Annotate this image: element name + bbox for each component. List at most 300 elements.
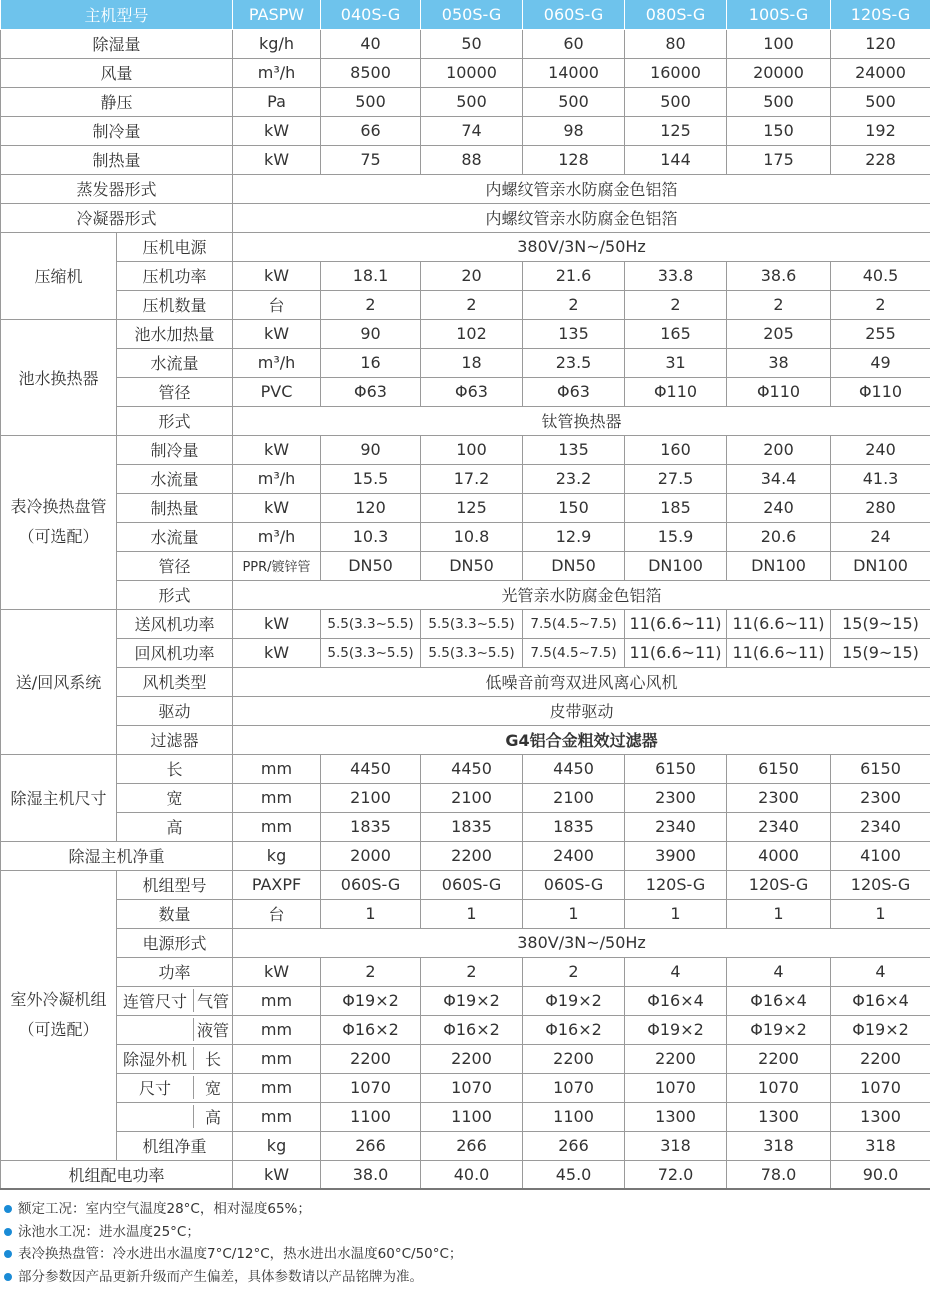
value-cell: Φ16×2	[421, 1015, 523, 1044]
value-cell: 74	[421, 116, 523, 145]
note-text: 泳池水工况：进水温度25°C；	[18, 1223, 200, 1240]
model-header: 080S-G	[625, 0, 727, 29]
value-cell: 4	[727, 957, 831, 986]
value-cell: 4450	[321, 754, 421, 783]
value-cell: 5.5(3.3~5.5)	[321, 609, 421, 638]
table-header-row	[1, 0, 930, 29]
value-cell: 3900	[625, 841, 727, 870]
value-cell: Φ19×2	[321, 986, 421, 1015]
value-cell: 318	[727, 1131, 831, 1160]
value-cell: DN100	[625, 551, 727, 580]
note-text: 额定工况：室内空气温度28°C，相对湿度65%；	[18, 1201, 311, 1217]
value-cell: 2400	[523, 841, 625, 870]
table-row	[1, 1073, 930, 1102]
unit-cell: Pa	[233, 87, 321, 116]
value-cell: 1100	[421, 1102, 523, 1131]
note-item	[2, 1221, 928, 1244]
value-cell: 8500	[321, 58, 421, 87]
value-cell: 120S-G	[625, 870, 727, 899]
row-label: 冷凝器形式	[1, 203, 233, 232]
table-row	[1, 203, 930, 232]
value-cell: 4450	[421, 754, 523, 783]
value-cell: 40.5	[831, 261, 930, 290]
value-cell: 500	[321, 87, 421, 116]
value-cell: 1070	[727, 1073, 831, 1102]
value-cell: 100	[421, 435, 523, 464]
value-cell: 4	[831, 957, 930, 986]
value-cell: 11(6.6~11)	[625, 638, 727, 667]
unit-cell: PAXPF	[233, 870, 321, 899]
value-cell: 060S-G	[421, 870, 523, 899]
value-cell: 60	[523, 29, 625, 58]
value-cell: 5.5(3.3~5.5)	[321, 638, 421, 667]
value-cell: 20	[421, 261, 523, 290]
row-label: 宽	[205, 1079, 222, 1098]
value-cell: DN50	[321, 551, 421, 580]
group-subtitle: （可选配）	[18, 1020, 99, 1039]
model-header: 060S-G	[523, 0, 625, 29]
value-cell: 266	[523, 1131, 625, 1160]
row-label: 管径	[117, 551, 233, 580]
value-cell: 2	[321, 957, 421, 986]
value-cell: 500	[727, 87, 831, 116]
value-cell: 100	[727, 29, 831, 58]
row-label: 风量	[1, 58, 233, 87]
unit-cell: mm	[233, 812, 321, 841]
value-cell: 2	[523, 957, 625, 986]
table-row	[1, 754, 930, 783]
value-cell: 102	[421, 319, 523, 348]
value-cell: 49	[831, 348, 930, 377]
table-row	[1, 870, 930, 899]
merged-value-cell: 光管亲水防腐金色铝箔	[233, 580, 930, 609]
subgroup-spacer	[117, 1105, 194, 1128]
value-cell: 10.8	[421, 522, 523, 551]
value-cell: 45.0	[523, 1160, 625, 1189]
subgroup-pipe-size-cont	[117, 1015, 233, 1044]
bullet-icon	[4, 1273, 12, 1281]
table-row	[1, 377, 930, 406]
unit-cell: kg	[233, 1131, 321, 1160]
value-cell: 125	[421, 493, 523, 522]
note-item	[2, 1266, 928, 1289]
value-cell: 90.0	[831, 1160, 930, 1189]
value-cell: 1070	[321, 1073, 421, 1102]
value-cell: 120	[831, 29, 930, 58]
value-cell: 266	[321, 1131, 421, 1160]
value-cell: 1300	[625, 1102, 727, 1131]
value-cell: Φ63	[523, 377, 625, 406]
table-row	[1, 986, 930, 1015]
value-cell: 11(6.6~11)	[625, 609, 727, 638]
value-cell: 135	[523, 435, 625, 464]
table-row	[1, 609, 930, 638]
value-cell: 2	[321, 290, 421, 319]
value-cell: 060S-G	[523, 870, 625, 899]
row-label: 静压	[1, 87, 233, 116]
value-cell: 31	[625, 348, 727, 377]
model-header: 040S-G	[321, 0, 421, 29]
value-cell: 18.1	[321, 261, 421, 290]
subgroup-outdoor-dim	[117, 1044, 233, 1073]
merged-value-cell: 低噪音前弯双进风离心风机	[233, 667, 930, 696]
row-label: 高	[205, 1108, 222, 1127]
table-row	[1, 783, 930, 812]
unit-cell: mm	[233, 1073, 321, 1102]
value-cell: 175	[727, 145, 831, 174]
row-label: 压机功率	[117, 261, 233, 290]
unit-cell: kW	[233, 116, 321, 145]
value-cell: 120S-G	[831, 870, 930, 899]
row-label: 机组净重	[117, 1131, 233, 1160]
value-cell: 2200	[421, 1044, 523, 1073]
value-cell: Φ19×2	[831, 1015, 930, 1044]
value-cell: Φ16×4	[727, 986, 831, 1015]
unit-cell: kW	[233, 493, 321, 522]
merged-value-cell: 380V/3N~/50Hz	[233, 232, 930, 261]
table-row	[1, 1102, 930, 1131]
value-cell: 88	[421, 145, 523, 174]
value-cell: 6150	[625, 754, 727, 783]
value-cell: 12.9	[523, 522, 625, 551]
table-row	[1, 1160, 930, 1189]
value-cell: 6150	[831, 754, 930, 783]
unit-cell: kW	[233, 319, 321, 348]
value-cell: 4	[625, 957, 727, 986]
value-cell: Φ16×4	[831, 986, 930, 1015]
table-row	[1, 116, 930, 145]
group-label-fan: 送/回风系统	[1, 609, 117, 754]
subgroup-outdoor-dim-cont	[117, 1102, 233, 1131]
row-label: 制热量	[117, 493, 233, 522]
value-cell: 11(6.6~11)	[727, 638, 831, 667]
value-cell: Φ110	[727, 377, 831, 406]
row-label: 管径	[117, 377, 233, 406]
value-cell: 41.3	[831, 464, 930, 493]
value-cell: 15.9	[625, 522, 727, 551]
value-cell: 2	[421, 957, 523, 986]
unit-cell: kW	[233, 145, 321, 174]
value-cell: 7.5(4.5~7.5)	[523, 609, 625, 638]
merged-value-cell: 380V/3N~/50Hz	[233, 928, 930, 957]
value-cell: 4450	[523, 754, 625, 783]
value-cell: 24	[831, 522, 930, 551]
row-label: 制冷量	[1, 116, 233, 145]
value-cell: 2	[523, 290, 625, 319]
table-row	[1, 928, 930, 957]
table-row	[1, 58, 930, 87]
value-cell: 120	[321, 493, 421, 522]
value-cell: 266	[421, 1131, 523, 1160]
value-cell: DN50	[421, 551, 523, 580]
table-row	[1, 261, 930, 290]
value-cell: 2340	[727, 812, 831, 841]
value-cell: 4100	[831, 841, 930, 870]
subgroup-spacer	[117, 1018, 194, 1041]
model-header: 050S-G	[421, 0, 523, 29]
value-cell: 10.3	[321, 522, 421, 551]
value-cell: 1300	[727, 1102, 831, 1131]
value-cell: DN50	[523, 551, 625, 580]
value-cell: 2000	[321, 841, 421, 870]
value-cell: 150	[727, 116, 831, 145]
value-cell: 2200	[523, 1044, 625, 1073]
unit-cell: mm	[233, 986, 321, 1015]
unit-cell: m³/h	[233, 522, 321, 551]
table-row	[1, 812, 930, 841]
value-cell: 2340	[625, 812, 727, 841]
value-cell: Φ19×2	[421, 986, 523, 1015]
group-label-pool-hx: 池水换热器	[1, 319, 117, 435]
row-label: 压机电源	[117, 232, 233, 261]
value-cell: 318	[625, 1131, 727, 1160]
unit-cell: m³/h	[233, 348, 321, 377]
table-row	[1, 464, 930, 493]
bullet-icon	[4, 1250, 12, 1258]
row-label: 高	[117, 812, 233, 841]
unit-cell: mm	[233, 754, 321, 783]
unit-cell: PVC	[233, 377, 321, 406]
row-label: 形式	[117, 406, 233, 435]
note-text: 表冷换热盘管：冷水进出水温度7°C/12°C，热水进出水温度60°C/50°C；	[18, 1246, 463, 1262]
value-cell: 20.6	[727, 522, 831, 551]
value-cell: 4000	[727, 841, 831, 870]
value-cell: 1070	[523, 1073, 625, 1102]
notes-list	[2, 1198, 928, 1288]
value-cell: Φ16×2	[321, 1015, 421, 1044]
value-cell: 125	[625, 116, 727, 145]
value-cell: 280	[831, 493, 930, 522]
row-label: 压机数量	[117, 290, 233, 319]
value-cell: 40.0	[421, 1160, 523, 1189]
value-cell: Φ19×2	[523, 986, 625, 1015]
value-cell: 33.8	[625, 261, 727, 290]
value-cell: 240	[727, 493, 831, 522]
value-cell: 98	[523, 116, 625, 145]
row-label: 水流量	[117, 348, 233, 377]
unit-cell: mm	[233, 783, 321, 812]
note-item	[2, 1243, 928, 1266]
value-cell: Φ16×4	[625, 986, 727, 1015]
value-cell: 1070	[421, 1073, 523, 1102]
model-header: 100S-G	[727, 0, 831, 29]
row-label: 风机类型	[117, 667, 233, 696]
value-cell: DN100	[831, 551, 930, 580]
value-cell: 1100	[321, 1102, 421, 1131]
value-cell: 144	[625, 145, 727, 174]
table-row	[1, 1044, 930, 1073]
group-title: 室外冷凝机组	[10, 990, 107, 1009]
value-cell: Φ63	[421, 377, 523, 406]
value-cell: 2100	[523, 783, 625, 812]
value-cell: 24000	[831, 58, 930, 87]
value-cell: Φ63	[321, 377, 421, 406]
value-cell: 1070	[831, 1073, 930, 1102]
row-label: 水流量	[117, 522, 233, 551]
value-cell: 90	[321, 435, 421, 464]
value-cell: 2200	[421, 841, 523, 870]
table-row	[1, 1131, 930, 1160]
value-cell: 2	[727, 290, 831, 319]
group-label-size: 除湿主机尺寸	[1, 754, 117, 841]
value-cell: 1100	[523, 1102, 625, 1131]
row-label: 形式	[117, 580, 233, 609]
bullet-icon	[4, 1205, 12, 1213]
row-label: 机组型号	[117, 870, 233, 899]
unit-cell: PPR/镀锌管	[233, 551, 321, 580]
table-row	[1, 174, 930, 203]
table-row	[1, 696, 930, 725]
note-item	[2, 1198, 928, 1221]
value-cell: 16	[321, 348, 421, 377]
unit-cell: 台	[233, 899, 321, 928]
row-label: 池水加热量	[117, 319, 233, 348]
unit-cell: kg	[233, 841, 321, 870]
row-label: 水流量	[117, 464, 233, 493]
table-row	[1, 87, 930, 116]
value-cell: 40	[321, 29, 421, 58]
value-cell: 14000	[523, 58, 625, 87]
value-cell: 11(6.6~11)	[727, 609, 831, 638]
unit-cell: kW	[233, 957, 321, 986]
value-cell: 205	[727, 319, 831, 348]
row-label: 制冷量	[117, 435, 233, 464]
value-cell: 135	[523, 319, 625, 348]
unit-cell: mm	[233, 1044, 321, 1073]
value-cell: 1835	[321, 812, 421, 841]
row-label: 宽	[117, 783, 233, 812]
value-cell: Φ16×2	[523, 1015, 625, 1044]
table-row	[1, 551, 930, 580]
value-cell: 18	[421, 348, 523, 377]
value-cell: 185	[625, 493, 727, 522]
row-label: 数量	[117, 899, 233, 928]
value-cell: 500	[625, 87, 727, 116]
value-cell: 2100	[321, 783, 421, 812]
value-cell: 7.5(4.5~7.5)	[523, 638, 625, 667]
value-cell: Φ19×2	[727, 1015, 831, 1044]
subgroup-pipe-size	[117, 986, 233, 1015]
table-row	[1, 435, 930, 464]
value-cell: 060S-G	[321, 870, 421, 899]
model-header: 120S-G	[831, 0, 930, 29]
subgroup-label: 连管尺寸	[117, 989, 194, 1012]
row-label: 蒸发器形式	[1, 174, 233, 203]
unit-cell: kg/h	[233, 29, 321, 58]
value-cell: 2	[831, 290, 930, 319]
value-cell: 1	[831, 899, 930, 928]
row-label: 回风机功率	[117, 638, 233, 667]
merged-value-cell: 内螺纹管亲水防腐金色铝箔	[233, 174, 930, 203]
value-cell: 72.0	[625, 1160, 727, 1189]
row-label: 送风机功率	[117, 609, 233, 638]
group-label-coil	[1, 435, 117, 609]
value-cell: 2300	[831, 783, 930, 812]
table-row	[1, 232, 930, 261]
value-cell: 318	[831, 1131, 930, 1160]
group-label-compressor: 压缩机	[1, 232, 117, 319]
bullet-icon	[4, 1228, 12, 1236]
value-cell: 500	[831, 87, 930, 116]
row-label: 长	[117, 754, 233, 783]
row-label: 液管	[197, 1021, 230, 1040]
value-cell: 1	[727, 899, 831, 928]
unit-cell: mm	[233, 1015, 321, 1044]
value-cell: 66	[321, 116, 421, 145]
table-row	[1, 348, 930, 377]
value-cell: 17.2	[421, 464, 523, 493]
value-cell: 5.5(3.3~5.5)	[421, 609, 523, 638]
merged-value-cell: 内螺纹管亲水防腐金色铝箔	[233, 203, 930, 232]
unit-cell: m³/h	[233, 58, 321, 87]
row-label: 气管	[197, 992, 230, 1011]
row-label: 驱动	[117, 696, 233, 725]
group-subtitle: （可选配）	[18, 527, 99, 546]
table-row	[1, 725, 930, 754]
value-cell: 90	[321, 319, 421, 348]
value-cell: 228	[831, 145, 930, 174]
value-cell: 500	[421, 87, 523, 116]
value-cell: 50	[421, 29, 523, 58]
value-cell: 1300	[831, 1102, 930, 1131]
table-row	[1, 841, 930, 870]
value-cell: 2300	[625, 783, 727, 812]
unit-cell: mm	[233, 1102, 321, 1131]
table-row	[1, 319, 930, 348]
table-row	[1, 290, 930, 319]
subgroup-outdoor-dim-cont	[117, 1073, 233, 1102]
value-cell: 16000	[625, 58, 727, 87]
series-prefix: PASPW	[233, 0, 321, 29]
table-row	[1, 493, 930, 522]
value-cell: 78.0	[727, 1160, 831, 1189]
value-cell: 1070	[625, 1073, 727, 1102]
table-row	[1, 1015, 930, 1044]
value-cell: 2200	[831, 1044, 930, 1073]
value-cell: 2200	[321, 1044, 421, 1073]
table-row	[1, 145, 930, 174]
group-label-outdoor	[1, 870, 117, 1160]
unit-cell: kW	[233, 261, 321, 290]
value-cell: 21.6	[523, 261, 625, 290]
value-cell: 165	[625, 319, 727, 348]
table-row	[1, 580, 930, 609]
subgroup-label: 除湿外机	[117, 1047, 194, 1070]
value-cell: 6150	[727, 754, 831, 783]
value-cell: 2340	[831, 812, 930, 841]
row-label: 功率	[117, 957, 233, 986]
table-row	[1, 29, 930, 58]
row-label: 制热量	[1, 145, 233, 174]
value-cell: 1835	[523, 812, 625, 841]
value-cell: 34.4	[727, 464, 831, 493]
value-cell: 2	[421, 290, 523, 319]
row-label: 电源形式	[117, 928, 233, 957]
subgroup-label: 尺寸	[117, 1076, 194, 1099]
value-cell: 10000	[421, 58, 523, 87]
value-cell: 15.5	[321, 464, 421, 493]
value-cell: 2200	[625, 1044, 727, 1073]
value-cell: 15(9~15)	[831, 609, 930, 638]
value-cell: 128	[523, 145, 625, 174]
value-cell: 240	[831, 435, 930, 464]
value-cell: DN100	[727, 551, 831, 580]
row-label: 过滤器	[117, 725, 233, 754]
value-cell: 2300	[727, 783, 831, 812]
merged-value-cell: 皮带驱动	[233, 696, 930, 725]
value-cell: 1	[523, 899, 625, 928]
row-label: 机组配电功率	[1, 1160, 233, 1189]
